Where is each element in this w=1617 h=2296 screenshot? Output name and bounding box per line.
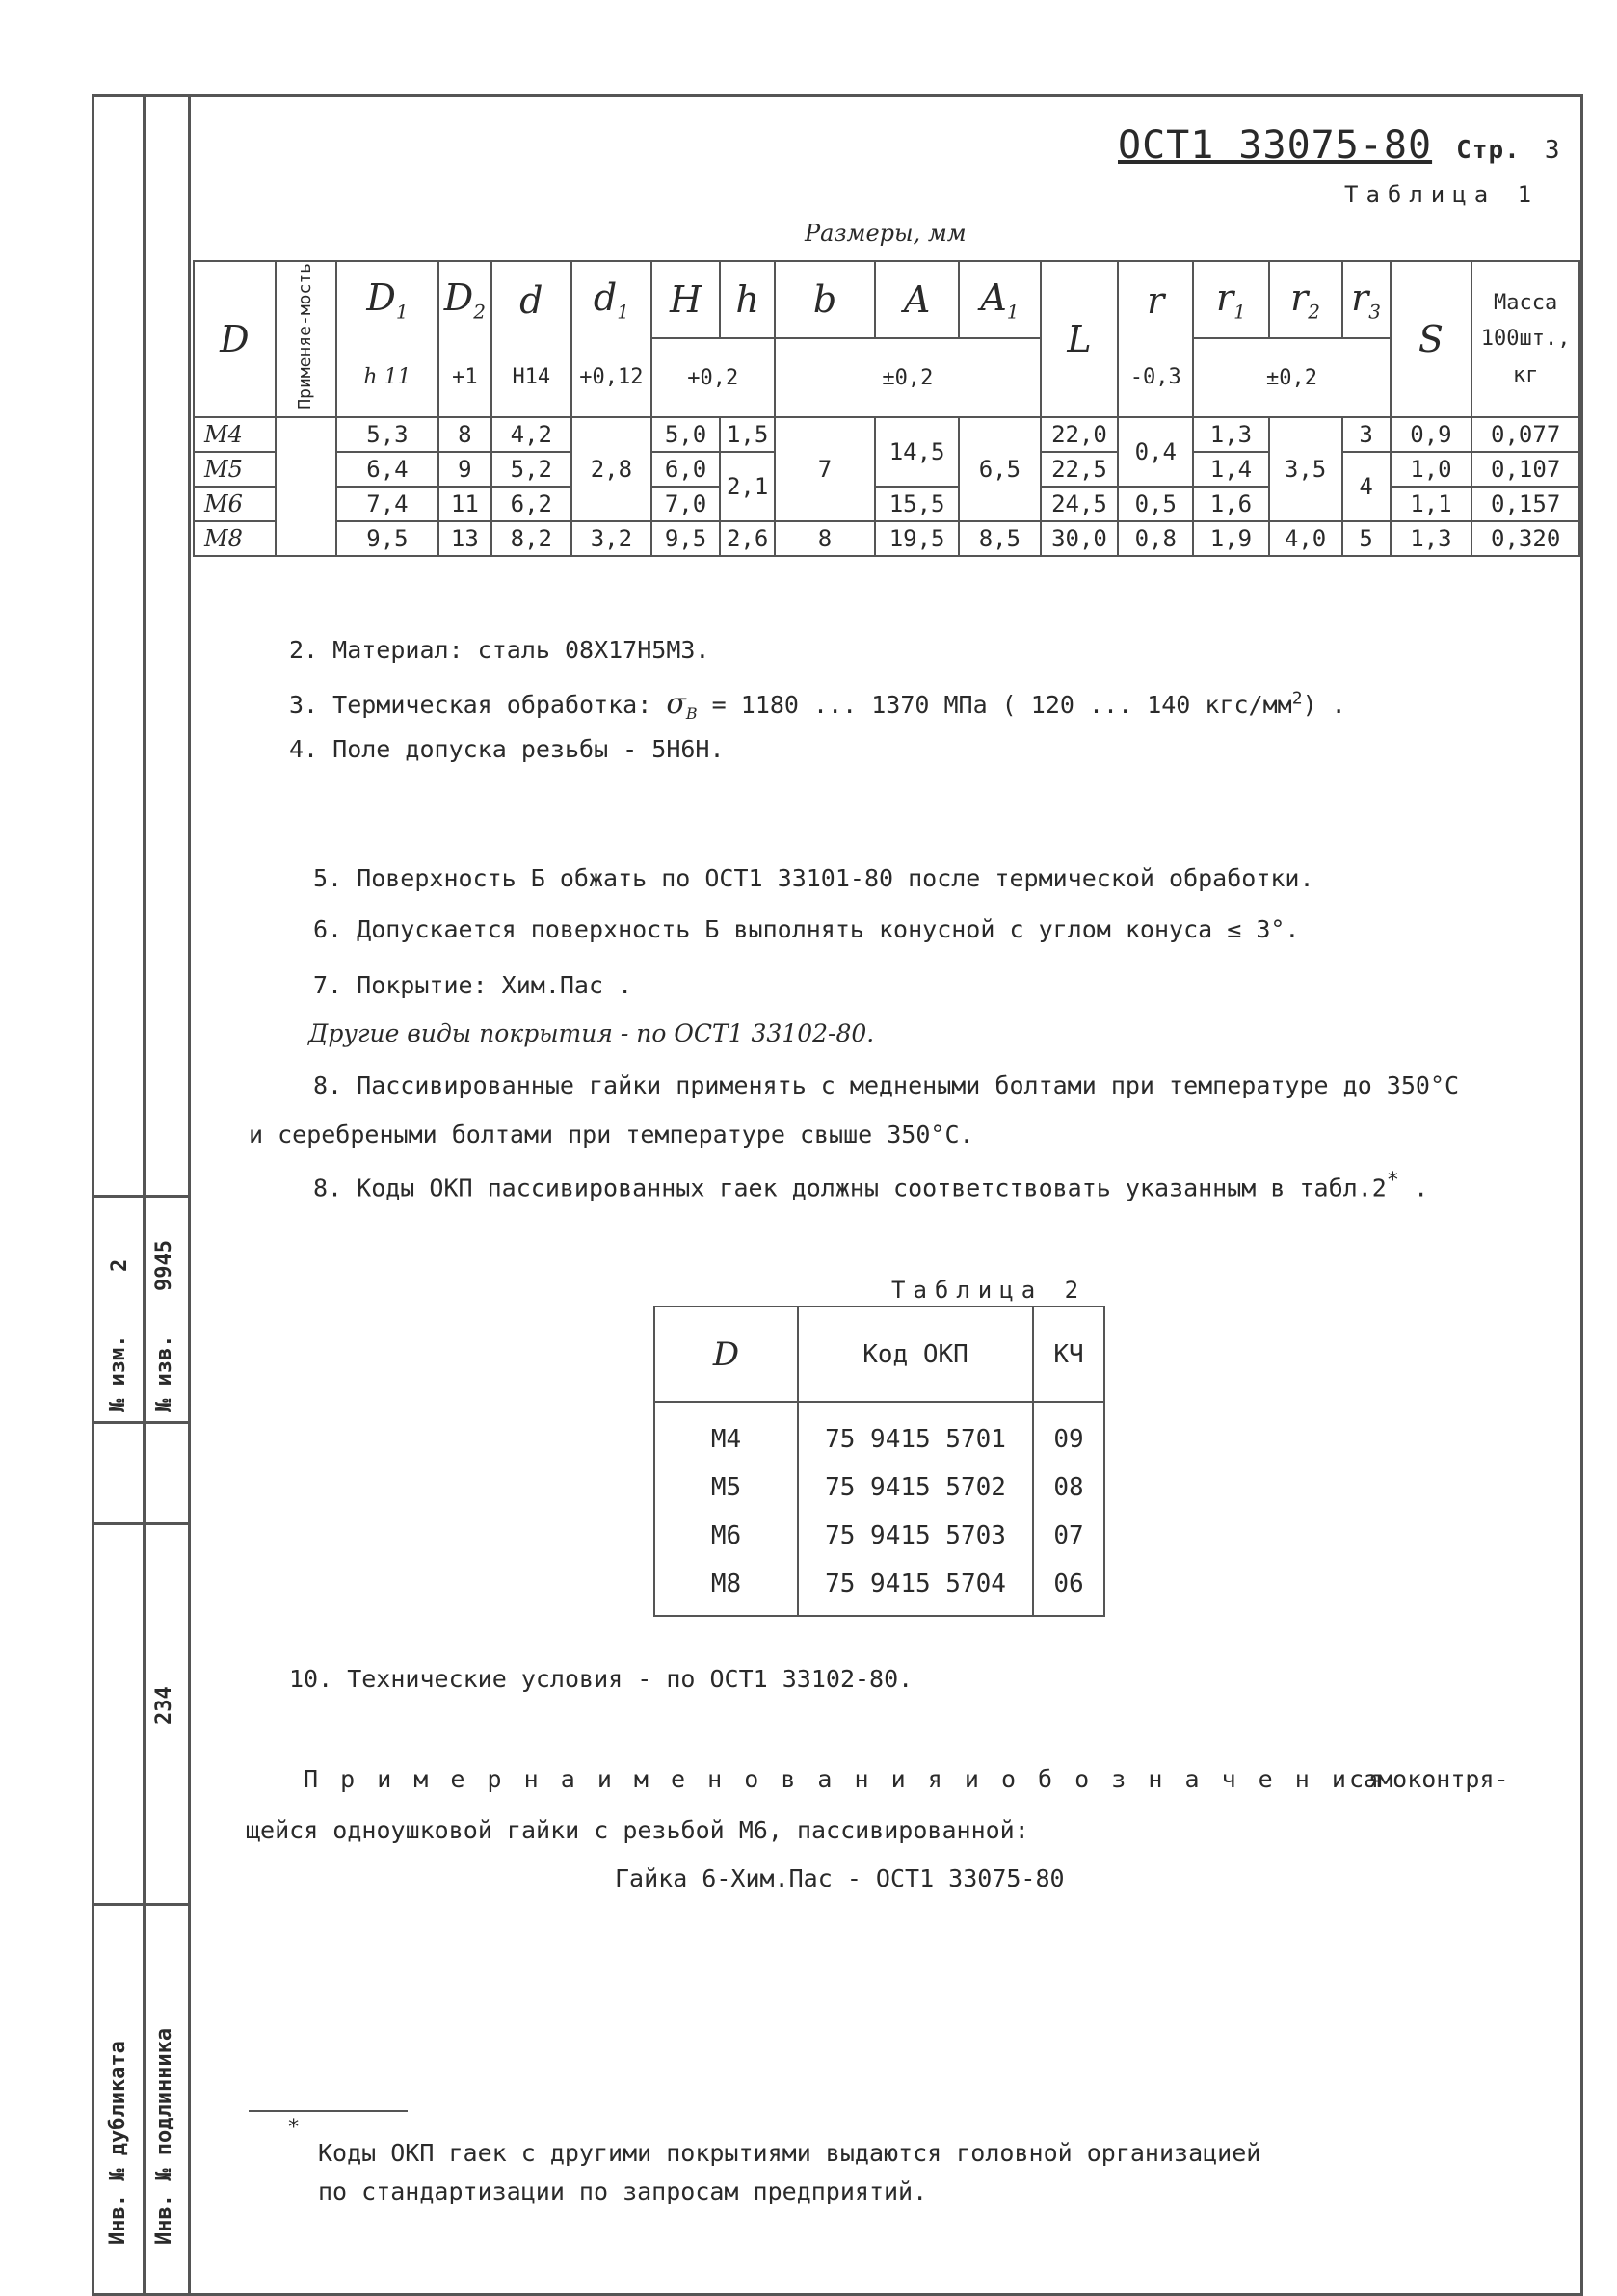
inv-podl-value: 234	[152, 1686, 176, 1725]
col-header-d: D	[194, 261, 276, 417]
inv-dubl-label: Инв. № дубликата	[106, 2041, 130, 2245]
para-passivated-1: 8. Пассивированные гайки применять с меднеными болтами при температуре до 350°С	[313, 1071, 1460, 1099]
tol-D2: +1	[438, 338, 490, 417]
tol-d1: +0,12	[571, 338, 651, 417]
tol-D1: h 11	[336, 338, 438, 417]
table1-caption: Таблица 1	[1344, 181, 1540, 208]
col-header-A: A	[875, 261, 959, 338]
col-header-b: b	[775, 261, 875, 338]
standard-number: ОСТ1 33075-80	[1118, 123, 1433, 168]
col-header-D1: $D_1$	[336, 261, 438, 338]
col-header-r: r	[1118, 261, 1193, 338]
table-row: M8 9,5 13 8,2 3,2 9,5 2,6 8 19,5 8,5 30,0 0,8 1,9 4,0 5 1,3 0,320	[194, 521, 1579, 556]
tol-Hh: +0,2	[651, 338, 775, 417]
table-row: М8 75 9415 5704 06	[654, 1560, 1104, 1616]
col-header-applicability: Применяе-мость	[276, 261, 336, 417]
footnote-rule	[249, 2110, 408, 2112]
col-header-h: h	[720, 261, 774, 338]
table-row: M4 5,3 8 4,2 2,8 5,0 1,5 7 14,5 6,5 22,0 0,4 1,3 3,5 3 0,9 0,077	[194, 417, 1579, 452]
col-header-L: L	[1041, 261, 1118, 417]
dimensions-table	[193, 260, 1580, 557]
para-okp-codes: 8. Коды ОКП пассивированных гаек должны соответствовать указанным в табл.2* .	[313, 1169, 1429, 1202]
tol-dd: H14	[491, 338, 572, 417]
footnote-line-2: по стандартизации по запросам предприятий.	[318, 2177, 928, 2205]
col-header-D2: $D_2$	[438, 261, 490, 338]
example-line-1-end: самоконтря-	[1349, 1765, 1509, 1793]
tol-r: -0,3	[1118, 338, 1193, 417]
para-heat-treatment: 3. Термическая обработка: $\sigma_В = 1180$ ... 1370 МПа ( 120 ... 140 кгс/$мм^2$) .	[289, 687, 1346, 723]
table-row: M5 6,4 9 5,2 6,0 2,1 22,5 1,4 4 1,0 0,107	[194, 452, 1579, 487]
footnote-mark: *	[287, 2116, 301, 2140]
standard-title	[1118, 123, 1561, 168]
tol-r-group: ±0,2	[1193, 338, 1390, 417]
col-header-r1: $r_1$	[1193, 261, 1268, 338]
col-header-mass: Масса 100шт., кг	[1471, 261, 1579, 417]
para-tech-conditions: 10. Технические условия - по ОСТ1 33102-80.	[289, 1665, 914, 1693]
table1-dims-caption: Размеры, мм	[805, 220, 967, 247]
tol-bA: ±0,2	[775, 338, 1041, 417]
col-header-d1: $d_1$	[571, 261, 651, 338]
para-coating: 7. Покрытие: Хим.Пас .	[313, 971, 633, 999]
inv-podl-label: Инв. № подлинника	[152, 2027, 176, 2245]
col-header-r3: $r_3$	[1342, 261, 1391, 338]
izm-value: 2	[108, 1258, 132, 1272]
footnote-line-1: Коды ОКП гаек с другими покрытиями выдаются головной организацией	[318, 2139, 1261, 2167]
izv-value: 9945	[152, 1240, 176, 1291]
table-row: M6 7,4 11 6,2 7,0 15,5 24,5 0,5 1,6 1,1 0,157	[194, 487, 1579, 521]
col-header-A1: $A_1$	[959, 261, 1041, 338]
para-surface-b: 5. Поверхность Б обжать по ОСТ1 33101-80 после термической обработки.	[313, 864, 1314, 892]
margin-strip-divider	[92, 1421, 191, 1424]
okp-table	[653, 1306, 1105, 1617]
col-header-code: Код ОКП	[798, 1306, 1033, 1402]
table2-caption: Таблица 2	[891, 1277, 1087, 1304]
para-cone: 6. Допускается поверхность Б выполнять конусной с углом конуса ≤ 3°.	[313, 915, 1300, 943]
page-label: Стр.	[1456, 136, 1521, 165]
col-header-dd: d	[491, 261, 572, 338]
page-number: 3	[1544, 136, 1561, 165]
example-line-1: П р и м е р н а и м е н о в а н и я и о б о з н а ч е н и я	[304, 1765, 1388, 1793]
izv-label: № изв.	[152, 1334, 176, 1412]
table-row: М4 75 9415 5701 09	[654, 1402, 1104, 1464]
col-header-d: D	[654, 1306, 798, 1402]
table-row: М5 75 9415 5702 08	[654, 1464, 1104, 1512]
izm-label: № изм.	[106, 1334, 130, 1412]
example-line-2: щейся одноушковой гайки с резьбой М6, пассивированной:	[246, 1816, 1029, 1844]
col-header-kch: КЧ	[1033, 1306, 1104, 1402]
example-designation: Гайка 6-Хим.Пас - ОСТ1 33075-80	[615, 1864, 1065, 1892]
para-other-coatings: Другие виды покрытия - по ОСТ1 33102-80.	[308, 1019, 875, 1047]
margin-strip-divider	[92, 1522, 191, 1525]
para-passivated-2: и серебреными болтами при температуре свыше 350°С.	[249, 1121, 974, 1148]
para-material: 2. Материал: сталь 08Х17Н5М3.	[289, 636, 710, 664]
col-header-r2: $r_2$	[1269, 261, 1342, 338]
margin-strip-divider	[92, 1903, 191, 1906]
col-header-S: S	[1391, 261, 1472, 417]
margin-strip-divider	[92, 1195, 191, 1198]
para-thread-tolerance: 4. Поле допуска резьбы - 5Н6Н.	[289, 735, 725, 763]
table-row: М6 75 9415 5703 07	[654, 1512, 1104, 1560]
col-header-H: H	[651, 261, 721, 338]
